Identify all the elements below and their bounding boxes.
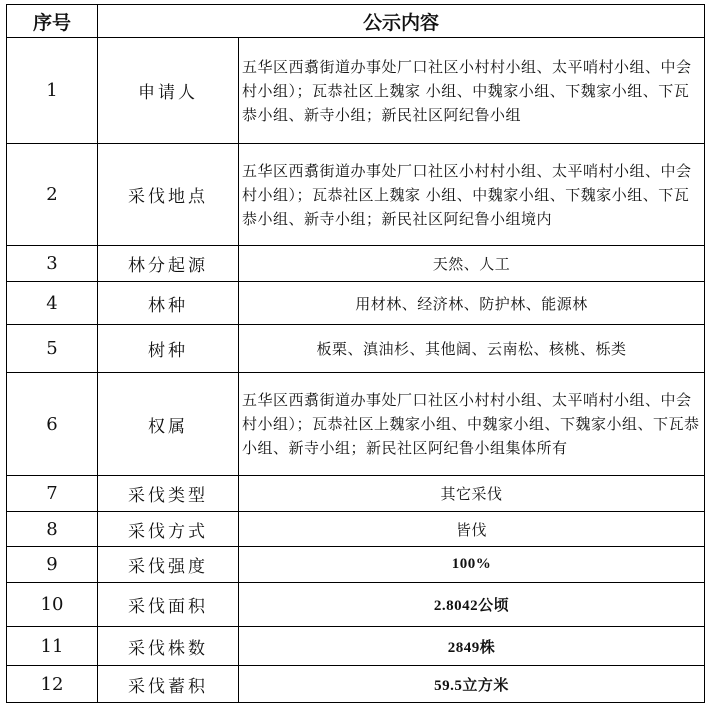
row-number: 7 <box>7 476 98 512</box>
row-value-harvest-intensity: 100% <box>239 547 705 583</box>
row-item-tree-count: 采伐株数 <box>98 627 239 666</box>
row-number: 2 <box>7 144 98 246</box>
row-value-harvest-method: 皆伐 <box>239 512 705 547</box>
row-value-tree-count: 2849株 <box>239 627 705 666</box>
row-number: 8 <box>7 512 98 547</box>
row-item-tree-species: 树种 <box>98 325 239 373</box>
row-item-harvest-method: 采伐方式 <box>98 512 239 547</box>
row-value-harvest-volume: 59.5立方米 <box>239 666 705 703</box>
row-number: 10 <box>7 583 98 627</box>
row-item-forest-type: 林种 <box>98 282 239 325</box>
row-value-location: 五华区西翥街道办事处厂口社区小村村小组、太平哨村小组、中会村小组）；瓦恭社区上魏家 小组、中魏家小组、下魏家小组、下瓦恭小组、新寺小组；新民社区阿纪鲁小组境内 <box>239 144 705 246</box>
header-serial-number: 序号 <box>7 5 98 38</box>
table-row <box>7 627 705 666</box>
table-row <box>7 282 705 325</box>
notice-table <box>6 4 705 703</box>
table-row <box>7 144 705 246</box>
row-item-location: 采伐地点 <box>98 144 239 246</box>
row-number: 5 <box>7 325 98 373</box>
row-number: 12 <box>7 666 98 703</box>
table-row <box>7 325 705 373</box>
row-value-ownership: 五华区西翥街道办事处厂口社区小村村小组、太平哨村小组、中会村小组）；瓦恭社区上魏家小组、中魏家小组、下魏家小组、下瓦恭小组、新寺小组；新民社区阿纪鲁小组集体所有 <box>239 373 705 476</box>
row-number: 4 <box>7 282 98 325</box>
row-value-stand-origin: 天然、人工 <box>239 246 705 282</box>
row-number: 3 <box>7 246 98 282</box>
row-number: 11 <box>7 627 98 666</box>
row-value-forest-type: 用材林、经济林、防护林、能源林 <box>239 282 705 325</box>
table-row <box>7 38 705 144</box>
row-item-ownership: 权属 <box>98 373 239 476</box>
table-row <box>7 666 705 703</box>
table-row <box>7 246 705 282</box>
row-number: 9 <box>7 547 98 583</box>
row-item-harvest-area: 采伐面积 <box>98 583 239 627</box>
header-row <box>7 5 705 38</box>
table-row <box>7 373 705 476</box>
row-item-applicant: 申请人 <box>98 38 239 144</box>
row-item-harvest-volume: 采伐蓄积 <box>98 666 239 703</box>
row-value-tree-species: 板栗、滇油杉、其他阔、云南松、核桃、栎类 <box>239 325 705 373</box>
row-number: 1 <box>7 38 98 144</box>
table-row <box>7 547 705 583</box>
row-item-harvest-type: 采伐类型 <box>98 476 239 512</box>
row-value-applicant: 五华区西翥街道办事处厂口社区小村村小组、太平哨村小组、中会村小组）；瓦恭社区上魏家 小组、中魏家小组、下魏家小组、下瓦恭小组、新寺小组；新民社区阿纪鲁小组 <box>239 38 705 144</box>
row-value-harvest-area: 2.8042公顷 <box>239 583 705 627</box>
table-row <box>7 512 705 547</box>
row-number: 6 <box>7 373 98 476</box>
table-row <box>7 476 705 512</box>
table-row <box>7 583 705 627</box>
row-value-harvest-type: 其它采伐 <box>239 476 705 512</box>
row-item-stand-origin: 林分起源 <box>98 246 239 282</box>
header-notice-content: 公示内容 <box>98 5 705 38</box>
row-item-harvest-intensity: 采伐强度 <box>98 547 239 583</box>
